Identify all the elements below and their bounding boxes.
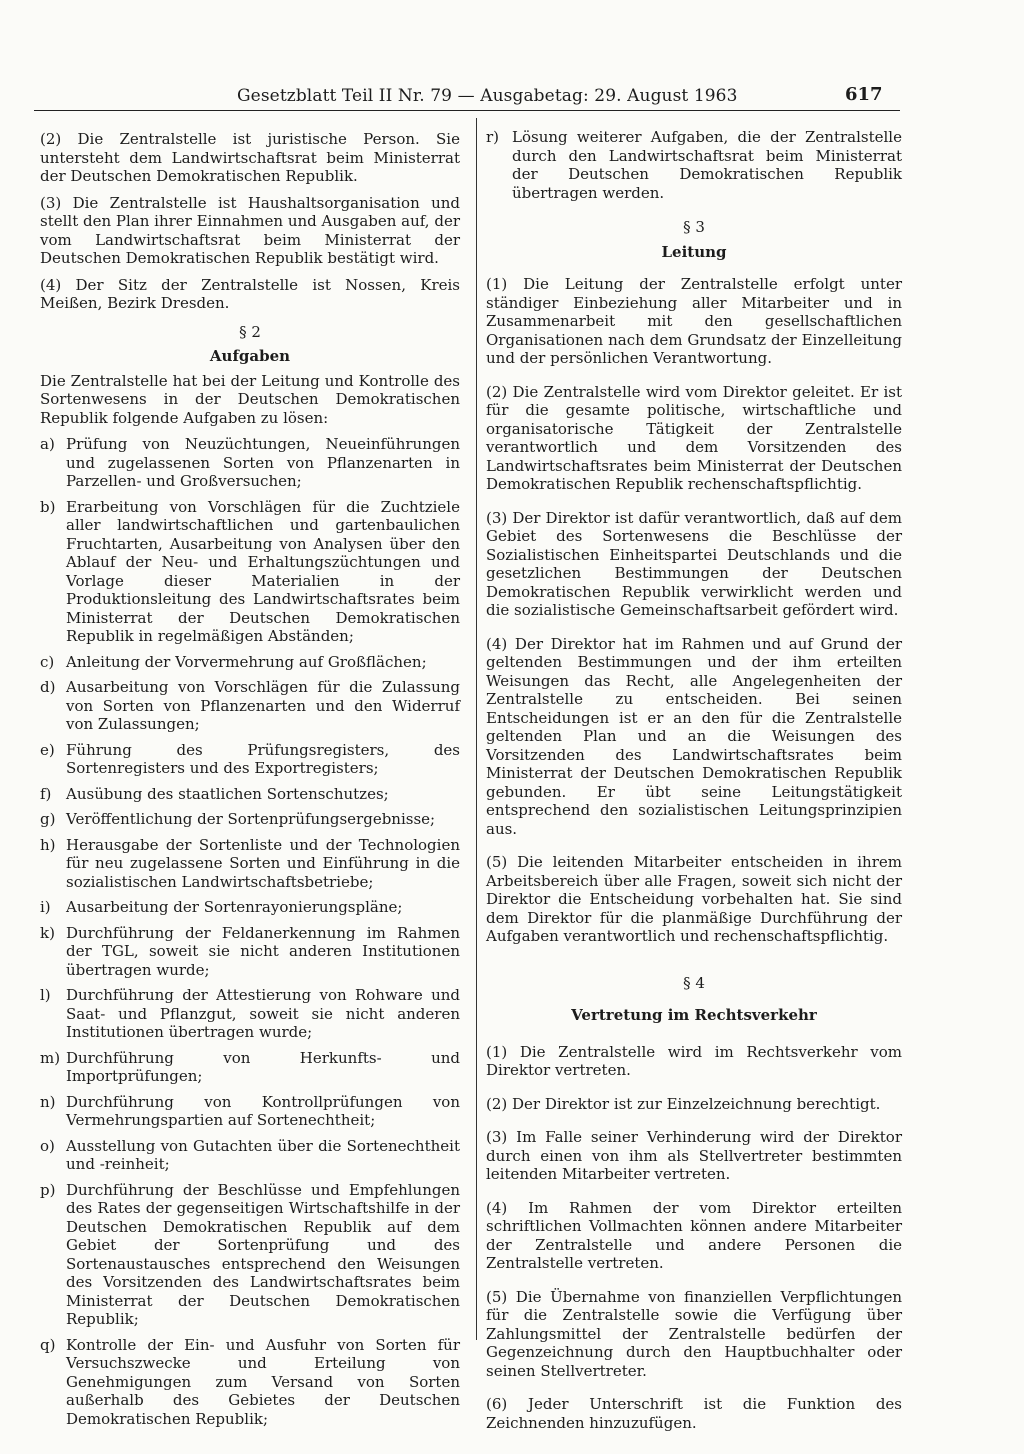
paragraph: (3) Im Falle seiner Verhinderung wird der Direktor durch einen von ihm als Stellvertreter bestimmten leitenden Mitarbeiter vertreten. (486, 1128, 902, 1183)
list-item-text: Ausübung des staatlichen Sortenschutzes; (66, 784, 389, 803)
list-item-text: Anleitung der Vorvermehrung auf Großflächen; (66, 652, 427, 671)
list-item-label: q) (40, 1335, 56, 1354)
list-item (40, 810, 460, 829)
list-item (40, 435, 460, 491)
header-divider (34, 110, 900, 111)
paragraph: (6) Jeder Unterschrift ist die Funktion des Zeichnenden hinzuzufügen. (486, 1395, 902, 1432)
list-item-label: k) (40, 923, 55, 942)
right-column (486, 128, 902, 1447)
list-item-text: Durchführung der Feldanerkennung im Rahmen der TGL, soweit sie nicht anderen Institutionen übertragen wurde; (66, 923, 460, 979)
list-item-label: p) (40, 1180, 56, 1199)
list-item (40, 1336, 460, 1429)
list-item (40, 653, 460, 672)
section-heading: Aufgaben (209, 347, 291, 365)
list-item (40, 1093, 460, 1130)
list-item (40, 1181, 460, 1329)
list-item-label: i) (40, 898, 51, 916)
list-item-text: Durchführung von Herkunfts- und Importprüfungen; (66, 1048, 460, 1085)
section-heading: Vertretung im Rechtsverkehr (571, 1006, 817, 1024)
page-number: 617 (845, 84, 883, 105)
page-header-title: Gesetzblatt Teil II Nr. 79 — Ausgabetag: 29. August 1963 (237, 86, 738, 106)
list-item (40, 1049, 460, 1086)
paragraph: (1) Die Zentralstelle wird im Rechtsverkehr vom Direktor vertreten. (486, 1042, 902, 1079)
paragraph: (1) Die Leitung der Zentralstelle erfolgt unter ständiger Einbeziehung aller Mitarbeiter und in Zusammenarbeit mit den gesellschaftlichen Organisationen nach dem Grundsatz der Einzelleitung und der persönlichen Verantwortung. (486, 275, 902, 367)
section-number: § 3 (683, 218, 705, 236)
list-item-label: l) (40, 986, 51, 1004)
list-item-label: r) (486, 128, 500, 146)
list-item (486, 128, 902, 202)
section-heading: Leitung (661, 242, 727, 261)
section-number: § 2 (239, 322, 261, 341)
list-item-text: Erarbeitung von Vorschlägen für die Zuchtziele aller landwirtschaftlichen und gartenbaulichen Fruchtarten, Ausarbeitung von Analysen über den Ablauf der Neu- und Erhaltungszüchtungen und Vorlage dieser Materialien in der Produktionsleitung des Landwirtschaftsrates beim Ministerrat der Deutschen Demokratischen Republik in regelmäßigen Abständen; (66, 497, 460, 645)
list-item-label: n) (40, 1092, 56, 1111)
list-item-text: Ausarbeitung der Sortenrayonierungspläne; (66, 898, 403, 916)
paragraph: (3) Die Zentralstelle ist Haushaltsorganisation und stellt den Plan ihrer Einnahmen und Ausgaben auf, der vom Landwirtschaftsrat beim Ministerrat der Deutschen Demokratischen Republik bestätigt wird. (40, 193, 460, 267)
paragraph: (4) Im Rahmen der vom Direktor erteilten schriftlichen Vollmachten können andere Mitarbeiter der Zentralstelle und andere Personen die Zentralstelle vertreten. (486, 1198, 902, 1272)
list-item-label: b) (40, 497, 56, 516)
paragraph: (4) Der Direktor hat im Rahmen und auf Grund der geltenden Bestimmungen und der ihm erteilten Weisungen das Recht, alle Angelegenheiten der Zentralstelle zu entscheiden. Bei seinen Entscheidungen ist er an den für die Zentralstelle geltenden Plan und an die Weisungen des Vorsitzenden des Landwirtschaftsrates beim Ministerrat der Deutschen Demokratischen Republik gebunden. Er übt seine Leitungstätigkeit entsprechend den sozialistischen Leitungsprinzipien aus. (486, 634, 902, 838)
list-item-text: Lösung weiterer Aufgaben, die der Zentralstelle durch den Landwirtschaftsrat beim Ministerrat der Deutschen Demokratischen Republik übertragen werden. (512, 128, 902, 202)
list-item (40, 924, 460, 980)
list-item (40, 678, 460, 734)
list-item-label: g) (40, 810, 56, 828)
list-item-label: m) (40, 1048, 61, 1067)
section-intro: Die Zentralstelle hat bei der Leitung und Kontrolle des Sortenwesens in der Deutschen Demokratischen Republik folgende Aufgaben zu lösen: (40, 371, 460, 427)
list-item-label: o) (40, 1136, 55, 1155)
left-column (40, 130, 460, 1435)
paragraph: (5) Die leitenden Mitarbeiter entscheiden in ihrem Arbeitsbereich über alle Fragen, soweit sich nicht der Direktor die Entscheidung vorbehalten hat. Sie sind dem Direktor für die planmäßige Durchführung der Aufgaben verantwortlich und rechenschaftspflichtig. (486, 853, 902, 945)
list-item-label: e) (40, 740, 55, 759)
paragraph: (5) Die Übernahme von finanziellen Verpflichtungen für die Zentralstelle sowie die Verfügung über Zahlungsmittel der Zentralstelle bedürfen der Gegenzeichnung durch den Hauptbuchhalter oder seinen Stellvertreter. (486, 1287, 902, 1380)
list-item-text: Herausgabe der Sortenliste und der Technologien für neu zugelassene Sorten und Einführung in die sozialistischen Landwirtschaftsbetriebe; (66, 835, 460, 891)
list-item (40, 785, 460, 804)
section-number: § 4 (683, 973, 705, 992)
paragraph: (3) Der Direktor ist dafür verantwortlich, daß auf dem Gebiet des Sortenwesens die Beschlüsse der Sozialistischen Einheitspartei Deutschlands und die gesetzlichen Bestimmungen der Deutschen Demokratischen Republik verwirklicht werden und die sozialistische Gemeinschaftsarbeit gefördert wird. (486, 508, 902, 619)
list-item-label: d) (40, 678, 56, 696)
list-item-text: Durchführung der Attestierung von Rohware und Saat- und Pflanzgut, soweit sie nicht anderen Institutionen übertragen wurde; (66, 986, 460, 1041)
list-item-text: Kontrolle der Ein- und Ausfuhr von Sorten für Versuchszwecke und Erteilung von Genehmigungen zum Versand von Sorten außerhalb des Gebietes der Deutschen Demokratischen Republik; (66, 1335, 460, 1428)
list-item-text: Ausarbeitung von Vorschlägen für die Zulassung von Sorten von Pflanzenarten und den Widerruf von Zulassungen; (66, 678, 460, 733)
list-item-text: Ausstellung von Gutachten über die Sortenechtheit und -reinheit; (66, 1136, 460, 1173)
list-item (40, 1137, 460, 1174)
list-item (40, 986, 460, 1042)
paragraph: (2) Der Direktor ist zur Einzelzeichnung berechtigt. (486, 1094, 881, 1113)
list-item (40, 898, 460, 917)
paragraph: (2) Die Zentralstelle ist juristische Person. Sie untersteht dem Landwirtschaftsrat beim Ministerrat der Deutschen Demokratischen Republik. (40, 130, 460, 185)
list-item-text: Durchführung der Beschlüsse und Empfehlungen des Rates der gegenseitigen Wirtschaftshilfe in der Deutschen Demokratischen Republik auf dem Gebiet der Sortenprüfung und des Sortenaustausches entsprechend den Weisungen des Vorsitzenden des Landwirtschaftsrates beim Ministerrat der Deutschen Demokratischen Republik; (66, 1180, 460, 1328)
list-item-text: Veröffentlichung der Sortenprüfungsergebnisse; (66, 810, 436, 828)
paragraph: (4) Der Sitz der Zentralstelle ist Nossen, Kreis Meißen, Bezirk Dresden. (40, 275, 460, 312)
list-item (40, 741, 460, 778)
list-item (40, 498, 460, 646)
list-item-label: a) (40, 435, 55, 453)
list-item (40, 836, 460, 892)
list-item-text: Durchführung von Kontrollprüfungen von Vermehrungspartien auf Sortenechtheit; (66, 1092, 460, 1129)
list-item-label: c) (40, 652, 55, 671)
column-divider (476, 118, 477, 1340)
list-item-text: Prüfung von Neuzüchtungen, Neueinführungen und zugelassenen Sorten von Pflanzenarten in Parzellen- und Großversuchen; (66, 435, 460, 490)
paragraph: (2) Die Zentralstelle wird vom Direktor geleitet. Er ist für die gesamte politische, wirtschaftliche und organisatorische Tätigkeit der Zentralstelle verantwortlich und dem Vorsitzenden des Landwirtschaftsrates beim Ministerrat der Deutschen Demokratischen Republik rechenschaftspflichtig. (486, 382, 902, 493)
list-item-label: h) (40, 835, 56, 854)
list-item-label: f) (40, 784, 52, 803)
list-item-text: Führung des Prüfungsregisters, des Sortenregisters und des Exportregisters; (66, 740, 460, 777)
